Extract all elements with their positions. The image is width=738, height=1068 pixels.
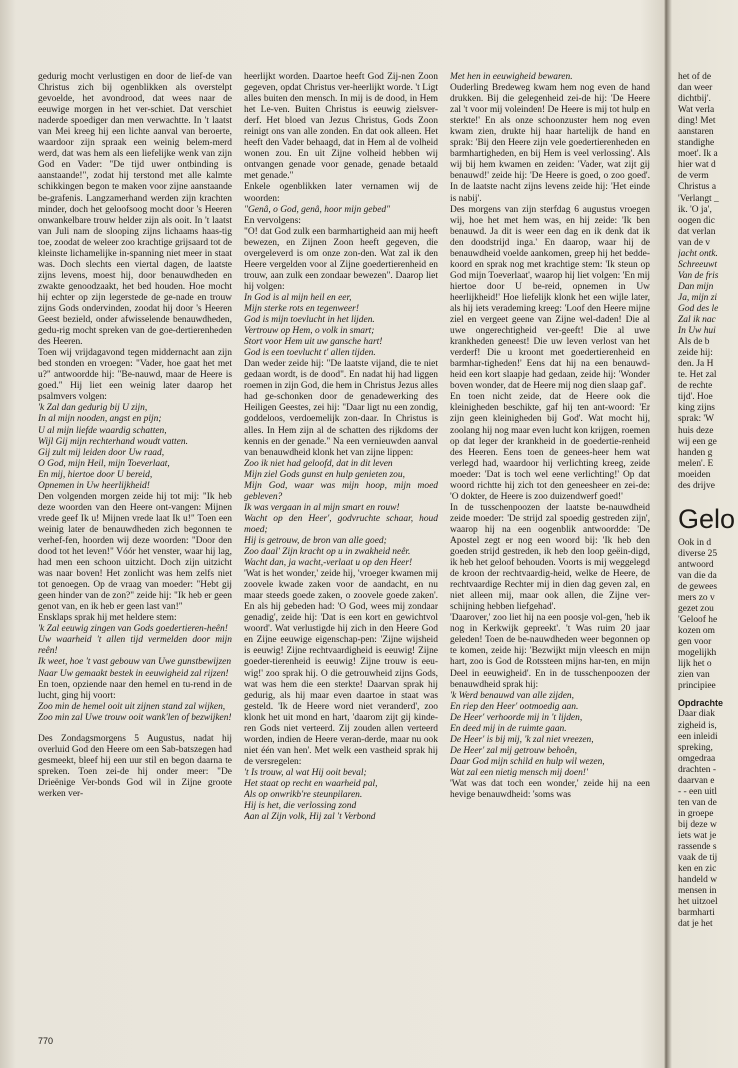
text-line: vaak de tij: [678, 853, 718, 864]
text-line: diverse 25: [678, 548, 718, 559]
verse-line: Gij zult mij leiden door Uw raad,: [38, 447, 165, 458]
text-line: mers zo v: [678, 593, 715, 604]
text-line: Van de fris: [678, 270, 719, 281]
text-line: van die da: [678, 570, 717, 581]
text-line: - - een uitl: [678, 786, 718, 797]
paragraph: gedurig mocht verlustigen en door de lief-de van Christus zich bij ogenblikken als overstelpt gevoelde, het avondrood, dat wees naar de eeuwige morgen in het ver-schiet. Dat verschiet naderde spoediger dan men verwachtte. In 't laatst van Mei kreeg hij een lichte aanval van beroerte, waardoor zijn spraak een weinig belem-merd werd, dat was hem als een liefelijke wenk van zijn God en Vader: "De tijd uwer ontbinding is aanstaande!", zodat hij terstond met alle kalmte schikkingen begon te maken voor zijne aanstaande be-grafenis. Langzamerhand werden zijn krachten minder, doch het geloofsoog mocht door 's Heeren onwankelbare trouw helder zijn als ooit. In 't laatst van Juli nam de slooping zijns lichaams haas-tig toe, zoodat de weleer zoo krachtige grijsaard tot de kleinste lichamelijke in-spanning niet meer in staat was. Doch slechts een viertal dagen, de laatste zijns levens, moest hij, door benauwdheden en zwakte genoodzaakt, het bed houden. Hoe mocht hij echter op zijn legerstede de ge-nade en trouw zijns Gods ondervinden, zoodat hij door 's Heeren Geest bezield, onder afwisselende benauwdheden, gedu-rig mocht spreken van de goe-dertierenheden des Heeren.: [38, 72, 232, 348]
paragraph: Enkele ogenblikken later vernamen wij de woorden:: [244, 182, 438, 204]
text-line: dichtbij'.: [678, 94, 711, 105]
paragraph: Des Zondagsmorgens 5 Augustus, nadat hij overluid God den Heere om een Sab-batszegen had gesmeekt, bleef hij een uur stil en begon daarna te spreken. Toen zei-de hij onder meer: "De Drieënige Ver-bonds God wil in Zijne groote werken ver-: [38, 733, 232, 799]
text-line: omgedraa: [678, 753, 716, 764]
text-line: handen g: [678, 447, 713, 458]
text-line: Ja, mijn zi: [678, 292, 718, 303]
text-line: rassende s: [678, 842, 717, 853]
verse-line: 't Is trouw, al wat Hij ooit beval;: [244, 767, 367, 778]
text-line: moeiden: [678, 469, 711, 480]
paragraph: "O! dat God zulk een barmhartigheid aan mij heeft bewezen, en Zijnen Zoon heeft gegeven, die overgeleverd is om onze zon-den. Wat zal ik den Heere vergelden voor al Zijne goedertierenheid en trouw, aan zulk een zondaar bewezen". Daarop liet hij volgen:: [244, 226, 438, 292]
text-line: te. Het zal: [678, 370, 717, 381]
text-line: bij deze w: [678, 819, 717, 830]
text-line: kozen om: [678, 626, 715, 637]
text-line: hier wat d: [678, 160, 716, 171]
verse-line: Ik was vergaan in al mijn smart en rouw!: [244, 502, 400, 513]
text-line: tijd'. Hoe: [678, 392, 713, 403]
paragraph: En vervolgens:: [244, 215, 301, 226]
verse-line: De Heer' verhoorde mij in 't lijden,: [450, 712, 583, 723]
verse-line: Met hen in eeuwigheid bewaren.: [450, 72, 573, 82]
text-line: zeide hij:: [678, 348, 713, 359]
text-line: Dan mijn: [678, 281, 714, 292]
text-line: den. Ja H: [678, 359, 714, 370]
text-line: Wat verla: [678, 105, 715, 116]
paragraph: In de tusschenpoozen der laatste be-nauwdheid zeide moeder: 'De strijd zal spoedig gestreden zijn', waarop hij na een oogenblik antwoordde: 'De Apostel zegt er nog een woord bij: 'Ik heb den goeden strijd gestreden, ik heb den loop geëin-digd, ik heb het geloof behouden. Voorts is mij weggelegd de kroon der rechtvaardig-heid, welke de Heere, de rechtvaardige Rechter mij in dien dag geven zal, en niet alleen mij, maar ook allen, die Zijne ver-schijning hebben liefgehad'.: [450, 502, 650, 613]
text-line: ten van de: [678, 797, 717, 808]
verse-line: Mijn sterke rots en tegenweer!: [244, 303, 359, 314]
text-line: Zal ik nac: [678, 315, 716, 326]
text-line: in groepe: [678, 808, 714, 819]
text-line: jacht ontk.: [678, 248, 718, 259]
text-line: van de v: [678, 237, 710, 248]
verse-line: En mij, hiertoe door U bereid,: [38, 469, 153, 480]
text-line: zien van: [678, 670, 710, 681]
text-line: Ook in d: [678, 537, 712, 548]
text-line: ken en zic: [678, 864, 717, 875]
text-line: dat verlan: [678, 226, 716, 237]
page-number: 770: [38, 1036, 54, 1046]
text-line: ding! Met: [678, 116, 716, 127]
text-line: huis deze: [678, 425, 714, 436]
text-line: ik. 'O ja',: [678, 204, 712, 215]
col4-body-lines: [678, 709, 738, 930]
verse-line: 'k Zal eeuwig zingen van Gods goedertieren-heên!: [38, 624, 228, 635]
verse-line: Het staat op recht en waarheid pal,: [244, 779, 378, 789]
verse-line: Zoo min zal Uwe trouw ooit wank'len of bezwijken!: [38, 712, 232, 723]
text-line: des drijve: [678, 480, 715, 491]
text-line: barmharti: [678, 908, 715, 919]
text-line: oogen dic: [678, 215, 715, 226]
text-line: standighe: [678, 138, 715, 149]
text-line: de rechte: [678, 381, 713, 392]
verse-line: Mijn God, waar was mijn hoop, mijn moed gebleven?: [244, 480, 438, 502]
text-line: dan weer: [678, 83, 713, 94]
verse-line: In al mijn nooden, angst en pijn;: [38, 414, 162, 425]
text-line: daarvan e: [678, 775, 715, 786]
verse-line: En riep den Heer' ootmoedig aan.: [450, 701, 579, 712]
text-line: zigheid is,: [678, 720, 717, 731]
paragraph: 'Daarover,' zoo liet hij na een poosje vol-gen, 'heb ik nog in Kerkwijk gepreekt'. 't Was ruim 20 jaar geleden! Toen de be-nauwdheden weer begonnen op te komen, zeide hij: 'Bezwijkt mijn vleesch en mijn hart, zoo is God de Rotssteen mijns har-ten, en mijn Deel in eeuwigheid'. En in de tusschenpoozen der benauwdheid sprak hij:: [450, 613, 650, 690]
text-line: het of de: [678, 72, 712, 82]
text-line: Daar diak: [678, 709, 715, 720]
paragraph: 'Wat was dat toch een wonder,' zeide hij na een hevige benauwdheid: 'soms was: [450, 779, 650, 801]
quote-line: "Genâ, o God, genâ, hoor mijn gebed": [244, 204, 391, 215]
text-line: handeld w: [678, 875, 718, 886]
verse-line: Zoo ik niet had geloofd, dat in dit leven: [244, 458, 393, 469]
verse-line: Uw waarheid 't allen tijd vermelden door mijn reên!: [38, 635, 232, 657]
text-column-3: [450, 72, 650, 1037]
verse-line: U al mijn liefde waardig schatten,: [38, 425, 167, 436]
verse-line: Wacht op den Heer', godvruchte schaar, houd moed;: [244, 513, 438, 535]
verse-line: 'k Werd benauwd van alle zijden,: [450, 690, 574, 701]
verse-line: Zoo min de hemel ooit uit zijnen stand zal wijken,: [38, 701, 226, 712]
paragraph: Ouderling Bredeweg kwam hem nog even de hand drukken. Bij die gelegenheid zei-de hij: 'De Heere zal 't voor mij voleinden! De Heere is mij tot hulp en sterkte!' En als onze schoonzuster hem nog even kwam zien, drukte hij haar hartelijk de hand en sprak: 'Bij den Heere zijn vele goedertierenheden en barmhartigheden, en bij Hem is veel verlossing'. Als wij bij hem kwamen en zeiden: 'Vader, wat zijt gij benauwd!' zeide hij: 'De Heere is goed, o zoo goed'. In de laatste nacht zijns levens zeide hij: 'Het einde is nabij'.: [450, 83, 650, 204]
text-line: Schreeuwt: [678, 259, 717, 270]
section-heading: Gelo: [678, 503, 736, 534]
text-line: lijk het o: [678, 659, 712, 670]
verse-line: Opnemen in Uw heerlijkheid!: [38, 480, 150, 491]
verse-line: God is een toevlucht t' allen tijden.: [244, 348, 376, 359]
paragraph: En toen nicht zeide, dat de Heere ook die kleinigheden beschikte, gaf hij ten ant-woord: 'Er zijn geen kleinigheden bij God'. Wat mocht hij, zoolang hij nog maar even lucht kon krijgen, roemen op dat leger der krankheid in de goedertie-renheid des Heeren. Eens toen de genees-heer hem wat verlegd had, waardoor hij verlichting kreeg, zeide moeder: 'Dat is toch wel eene verlichting!' Op dat woord richtte hij zich tot den geneesheer en zei-de: 'O dokter, de Heere is zoo duizendwerf goed!': [450, 392, 650, 502]
text-line: melen'. E: [678, 458, 714, 469]
verse-line: Hij is getrouw, de bron van alle goed;: [244, 535, 387, 546]
text-line: gezet zou: [678, 604, 714, 615]
paragraph: Dan weder zeide hij: "De laatste vijand, die te niet gedaan wordt, is de dood". En nadat hij had liggen roemen in zijn God, die hem in Christus Jezus alles had ge-schonken door de genadewerking des Heiligen Geestes, zei hij: "Daar ligt nu een zondig, goddeloos, verdoemelijk zon-daar. In Christus is alles. In Hem zijn al de schatten des rijkdoms der kennis en der genade." Na een vernieuwden aanval van benauwdheid klonk het van zijne lippen:: [244, 359, 438, 458]
text-column-4-cropped: [678, 72, 738, 1032]
verse-line: Aan al Zijn volk, Hij zal 't Verbond: [244, 812, 376, 823]
verse-line: Wijl Gij mijn rechterhand woudt vatten.: [38, 436, 188, 447]
verse-line: Naar Uw gemaakt bestek in eeuwigheid zal rijzen!: [38, 668, 229, 679]
paragraph: heerlijkt worden. Daartoe heeft God Zij-nen Zoon gegeven, opdat Christus ver-heerlijkt worde. 't Ligt alles buiten den mensch. In mij is de dood, in Hem het Le-ven. Buiten Christus is eeuwig zielsver-derf. Het bloed van Jezus Christus, Gods Zoon reinigt ons van alle zonden. En dat ook alleen. Het heeft den Vader behaagd, dat in Hem al de volheid wonen zou. En uit Zijne volheid hebben wij ontvangen genade voor genade, genade betaald met genade.": [244, 72, 438, 182]
text-line: de gewees: [678, 581, 718, 592]
verse-line: Wacht dan, ja wacht,-verlaat u op den Heer!: [244, 558, 413, 569]
paragraph: Den volgenden morgen zeide hij tot mij: "Ik heb deze woorden van den Heere ont-vangen: Mijnen vrede geef Ik u! Mijnen vrede laat Ik u!" Toen een weinig later de benauwdheden zich begonnen te verhef-fen, hoorden wij deze woorden: "Door den dood tot het leven!" Vóór het venster, waar hij lag, had men een schoon uitzicht. Doch zijn uitzicht was naar boven! Het zonlicht was hem zelfs niet tot genoegen. Op de vraag van moeder: "Hebt gij geen hinder van de zon?" zeide hij: "Ik heb er geen genot van, en ik heb er geen last van!": [38, 491, 232, 613]
text-column-2: [244, 72, 438, 1037]
text-line: Als de b: [678, 337, 710, 348]
verse-line: 'k Zal dan gedurig bij U zijn,: [38, 403, 148, 414]
text-line: moet'. Ik a: [678, 149, 718, 160]
verse-line: De Heer' is bij mij, 'k zal niet vreezen,: [450, 734, 594, 745]
verse-line: Als op onwrikb're steunpilaren.: [244, 790, 363, 801]
verse-line: God is mijn toevlucht in het lijden.: [244, 315, 375, 326]
text-line: sprak: 'W: [678, 414, 715, 425]
paragraph: Toen wij vrijdagavond tegen middernacht aan zijn bed stonden en vroegen: "Vader, hoe gaat het met u?" antwoordde hij: "Be-nauwd, maar de Heere is goed." Hij liet een weinig later daarop het psalmvers volgen:: [38, 348, 232, 403]
paragraph: En toen, opziende naar den hemel en tu-rend in de lucht, ging hij voort:: [38, 679, 232, 701]
text-column-1: [38, 72, 232, 1032]
text-line: gen voor: [678, 637, 712, 648]
text-line: drachten -: [678, 764, 716, 775]
text-line: 'Geloof he: [678, 615, 718, 626]
text-line: God des le: [678, 303, 719, 314]
text-line: iets wat je: [678, 831, 717, 841]
text-line: een inleidi: [678, 731, 718, 742]
verse-line: Zoo daal' Zijn kracht op u in zwakheid neêr.: [244, 547, 411, 558]
verse-line: De Heer' zal mij getrouw behoên,: [450, 745, 577, 756]
text-line: In Uw hui: [678, 326, 716, 337]
verse-line: Mijn ziel Gods gunst en hulp genieten zou,: [244, 469, 405, 480]
verse-line: Daar God mijn schild en hulp wil wezen,: [450, 756, 605, 767]
text-line: antwoord: [678, 559, 714, 570]
text-line: de verm: [678, 171, 709, 182]
col4-intro-lines: [678, 538, 738, 693]
text-line: Christus a: [678, 182, 717, 193]
paragraph: 'Wat is het wonder,' zeide hij, 'vroeger kwamen mij zoovele kwade zaken voor de aandacht, en nu maar steeds goede zaken, o zoovele goede zaken'. En als hij gebeden had: 'O God, wees mij zondaar genadig', zeide hij: 'Dat is een kort en gewichtvol woord'. Wat verlustigde hij zich in den Heere God en Zijne eeuwige eigenschap-pen: 'Zijne wijsheid is eeuwig! Zijne rechtvaardigheid is eeuwig! Zijne goeder-tierenheid is eeuwig! Zijne trouw is eeu-wig!' zoo sprak hij. O die getrouwheid zijns Gods, wat was hem die een sterkte! Daarvan sprak hij gedurig, als hij maar even daartoe in staat was gesteld. 'Ik de Heere word niet veranderd', zoo klonk het uit mond en hart, 'daarom zijt gij kinde-ren Gods niet verteerd. Zij zouden allen verteerd worden, indien de Heere veran-derde, maar nu ook niet één van hen'. Met welk een vastheid sprak hij de versregelen:: [244, 569, 438, 767]
text-line: mogelijkh: [678, 648, 717, 659]
verse-line: Wat zal een nietig mensch mij doen!': [450, 767, 588, 778]
verse-line: Stort voor Hem uit uw gansche hart!: [244, 337, 383, 348]
text-line: het uitzoel: [678, 897, 718, 908]
paragraph: Ensklaps sprak hij met heldere stem:: [38, 613, 177, 624]
verse-line: Ik weet, hoe 't vast gebouw van Uwe gunstbewijzen: [38, 657, 232, 668]
paragraph: Des morgens van zijn sterfdag 6 augustus vroegen wij, hoe het met hem was, en hij zeide: 'Ik ben benauwd. Ja dit is weer een dag en ik denk dat ik den doodstrijd inga.' En daarop, waar hij de benauwdheid voelde aankomen, greep hij het bedde-koord en sprak nog met krachtige stem: 'Ik steun op God mijn Toeverlaat', waarop hij liet volgen: 'En mij hiertoe door U be-reid, opnemen in Uw heerlijkheid!' Hoe liefelijk klonk het een wijle later, als hij iets verademing kreeg: 'Loof den Heere mijne ziel en vergeet geene van Zijne wel-daden! Die al uwe ongerechtigheid ver-geeft! Die al uwe krankheden geneest! Die uw leven verlost van het verderf! Die u kroont met goedertierenheid en barmhar-tigheden!' Eens dat hij na een benauwd-heid een kort slaapje had gedaan, zeide hij: 'Wonder boven wonder, dat de Heere mij nog dien slaap gaf'.: [450, 204, 650, 392]
text-line: aanstaren: [678, 127, 714, 138]
verse-line: O God, mijn Heil, mijn Toeverlaat,: [38, 458, 170, 469]
text-line: king zijns: [678, 403, 715, 414]
text-line: wij een ge: [678, 436, 717, 447]
text-line: principiee: [678, 681, 716, 692]
text-line: 'Verlangt _: [678, 193, 719, 204]
col4-top-lines: [678, 72, 738, 492]
text-line: spreking,: [678, 742, 713, 753]
text-line: dat je het: [678, 919, 713, 930]
verse-line: Hij is het, die verlossing zond: [244, 801, 357, 812]
verse-line: En deed mij in de ruimte gaan.: [450, 723, 567, 734]
verse-line: Vertrouw op Hem, o volk in smart;: [244, 326, 375, 337]
text-line: mensen in: [678, 886, 717, 897]
subheading: Opdrachte: [678, 698, 724, 709]
verse-line: In God is al mijn heil en eer,: [244, 292, 352, 303]
